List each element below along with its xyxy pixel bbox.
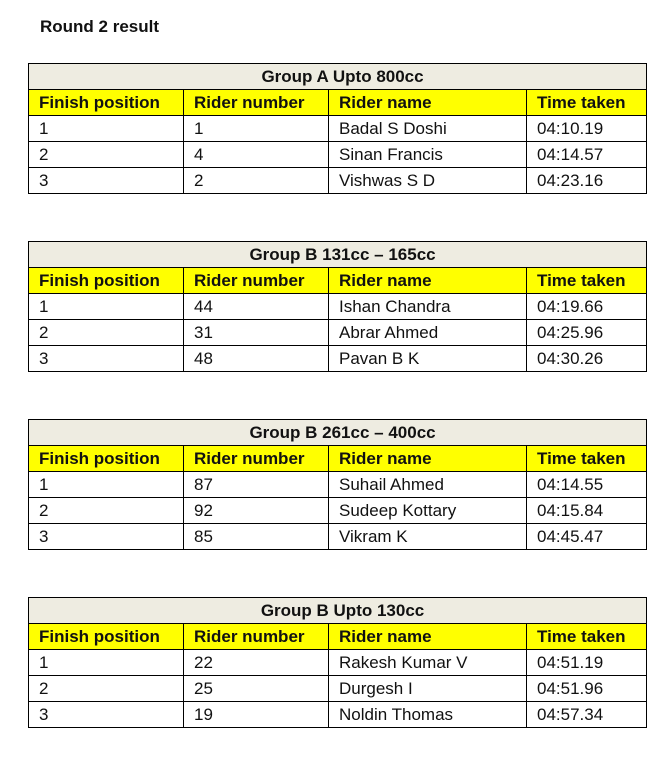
rider-name: Sudeep Kottary <box>329 498 527 524</box>
rider-number: 2 <box>184 168 329 194</box>
rider-number: 85 <box>184 524 329 550</box>
group-title-row <box>29 64 647 90</box>
group-title: Group B Upto 130cc <box>29 598 647 624</box>
rider-name: Badal S Doshi <box>329 116 527 142</box>
table-row <box>29 320 647 346</box>
finish-position: 3 <box>29 346 184 372</box>
rider-name: Noldin Thomas <box>329 702 527 728</box>
rider-number: 25 <box>184 676 329 702</box>
group-title: Group A Upto 800cc <box>29 64 647 90</box>
table-row <box>29 168 647 194</box>
header-time-taken: Time taken <box>527 446 647 472</box>
rider-number: 31 <box>184 320 329 346</box>
time-taken: 04:19.66 <box>527 294 647 320</box>
finish-position: 1 <box>29 650 184 676</box>
rider-name: Durgesh I <box>329 676 527 702</box>
header-rider-name: Rider name <box>329 90 527 116</box>
finish-position: 1 <box>29 294 184 320</box>
group-title-row <box>29 242 647 268</box>
rider-name: Vishwas S D <box>329 168 527 194</box>
table-row <box>29 676 647 702</box>
time-taken: 04:10.19 <box>527 116 647 142</box>
finish-position: 2 <box>29 498 184 524</box>
time-taken: 04:51.96 <box>527 676 647 702</box>
group-title-row <box>29 420 647 446</box>
table-row <box>29 498 647 524</box>
time-taken: 04:14.57 <box>527 142 647 168</box>
rider-number: 4 <box>184 142 329 168</box>
rider-name: Abrar Ahmed <box>329 320 527 346</box>
rider-name: Ishan Chandra <box>329 294 527 320</box>
rider-number: 92 <box>184 498 329 524</box>
rider-number: 87 <box>184 472 329 498</box>
rider-number: 22 <box>184 650 329 676</box>
rider-number: 19 <box>184 702 329 728</box>
finish-position: 3 <box>29 168 184 194</box>
finish-position: 3 <box>29 702 184 728</box>
rider-number: 44 <box>184 294 329 320</box>
finish-position: 1 <box>29 116 184 142</box>
results-table <box>28 241 647 372</box>
rider-number: 1 <box>184 116 329 142</box>
finish-position: 2 <box>29 676 184 702</box>
header-time-taken: Time taken <box>527 268 647 294</box>
results-table <box>28 597 647 728</box>
time-taken: 04:51.19 <box>527 650 647 676</box>
finish-position: 1 <box>29 472 184 498</box>
header-finish-position: Finish position <box>29 446 184 472</box>
header-time-taken: Time taken <box>527 90 647 116</box>
header-rider-name: Rider name <box>329 624 527 650</box>
time-taken: 04:30.26 <box>527 346 647 372</box>
table-row <box>29 294 647 320</box>
time-taken: 04:25.96 <box>527 320 647 346</box>
time-taken: 04:57.34 <box>527 702 647 728</box>
finish-position: 2 <box>29 142 184 168</box>
time-taken: 04:23.16 <box>527 168 647 194</box>
table-row <box>29 702 647 728</box>
group-title-row <box>29 598 647 624</box>
rider-name: Sinan Francis <box>329 142 527 168</box>
header-rider-number: Rider number <box>184 90 329 116</box>
header-rider-number: Rider number <box>184 446 329 472</box>
column-header-row <box>29 90 647 116</box>
header-finish-position: Finish position <box>29 268 184 294</box>
time-taken: 04:15.84 <box>527 498 647 524</box>
header-rider-name: Rider name <box>329 268 527 294</box>
table-row <box>29 142 647 168</box>
header-finish-position: Finish position <box>29 624 184 650</box>
header-rider-name: Rider name <box>329 446 527 472</box>
header-rider-number: Rider number <box>184 268 329 294</box>
header-time-taken: Time taken <box>527 624 647 650</box>
time-taken: 04:45.47 <box>527 524 647 550</box>
rider-name: Vikram K <box>329 524 527 550</box>
table-row <box>29 116 647 142</box>
header-rider-number: Rider number <box>184 624 329 650</box>
column-header-row <box>29 624 647 650</box>
group-title: Group B 131cc – 165cc <box>29 242 647 268</box>
column-header-row <box>29 268 647 294</box>
rider-name: Rakesh Kumar V <box>329 650 527 676</box>
finish-position: 3 <box>29 524 184 550</box>
results-table <box>28 419 647 550</box>
column-header-row <box>29 446 647 472</box>
table-row <box>29 650 647 676</box>
rider-name: Suhail Ahmed <box>329 472 527 498</box>
header-finish-position: Finish position <box>29 90 184 116</box>
table-row <box>29 346 647 372</box>
results-table <box>28 63 647 194</box>
finish-position: 2 <box>29 320 184 346</box>
table-row <box>29 472 647 498</box>
rider-number: 48 <box>184 346 329 372</box>
time-taken: 04:14.55 <box>527 472 647 498</box>
table-row <box>29 524 647 550</box>
rider-name: Pavan B K <box>329 346 527 372</box>
group-title: Group B 261cc – 400cc <box>29 420 647 446</box>
page-title: Round 2 result <box>40 17 160 36</box>
